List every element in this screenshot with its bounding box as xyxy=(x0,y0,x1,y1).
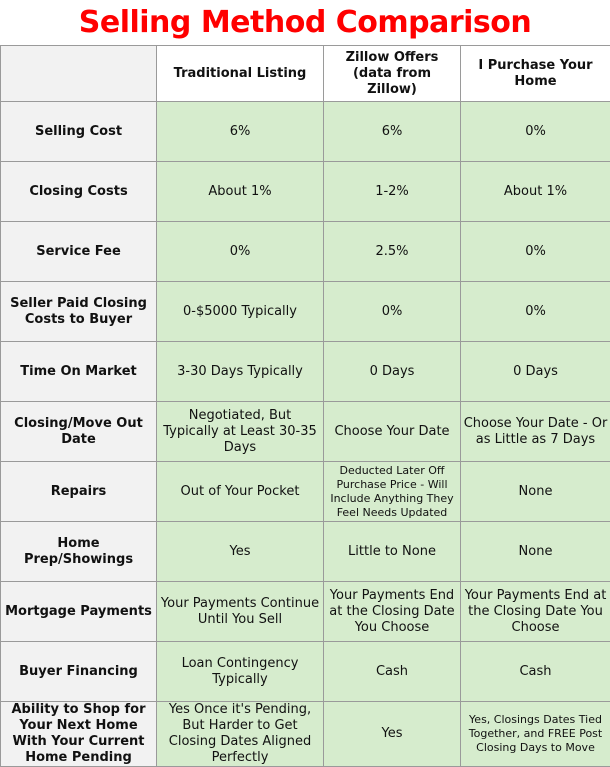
column-header-traditional: Traditional Listing xyxy=(157,46,324,102)
purchase-cell: 0% xyxy=(461,102,610,162)
traditional-cell: Negotiated, But Typically at Least 30-35 Days xyxy=(157,402,324,462)
zillow-cell: Cash xyxy=(324,642,461,702)
purchase-cell: Choose Your Date - Or as Little as 7 Days xyxy=(461,402,610,462)
column-header-purchase: I Purchase Your Home xyxy=(461,46,610,102)
column-header-zillow: Zillow Offers (data from Zillow) xyxy=(324,46,461,102)
table-row xyxy=(1,102,610,162)
zillow-cell: 6% xyxy=(324,102,461,162)
purchase-cell: 0% xyxy=(461,222,610,282)
comparison-table xyxy=(0,45,610,767)
row-label: Repairs xyxy=(1,462,157,522)
table-row xyxy=(1,222,610,282)
purchase-cell: 0 Days xyxy=(461,342,610,402)
page-title: Selling Method Comparison xyxy=(0,0,610,46)
row-label: Selling Cost xyxy=(1,102,157,162)
corner-cell xyxy=(1,46,157,102)
row-label: Ability to Shop for Your Next Home With Your Current Home Pending xyxy=(1,702,157,767)
purchase-cell: About 1% xyxy=(461,162,610,222)
table-row xyxy=(1,702,610,767)
purchase-cell: 0% xyxy=(461,282,610,342)
header-row xyxy=(1,46,610,102)
purchase-cell: None xyxy=(461,522,610,582)
table-row xyxy=(1,462,610,522)
table-row xyxy=(1,582,610,642)
zillow-cell: 1-2% xyxy=(324,162,461,222)
zillow-cell: Your Payments End at the Closing Date You Choose xyxy=(324,582,461,642)
row-label: Buyer Financing xyxy=(1,642,157,702)
traditional-cell: 0% xyxy=(157,222,324,282)
zillow-cell: 2.5% xyxy=(324,222,461,282)
table-row xyxy=(1,282,610,342)
traditional-cell: Yes xyxy=(157,522,324,582)
traditional-cell: About 1% xyxy=(157,162,324,222)
traditional-cell: Your Payments Continue Until You Sell xyxy=(157,582,324,642)
zillow-cell: Choose Your Date xyxy=(324,402,461,462)
traditional-cell: 0-$5000 Typically xyxy=(157,282,324,342)
row-label: Time On Market xyxy=(1,342,157,402)
traditional-cell: 3-30 Days Typically xyxy=(157,342,324,402)
traditional-cell: Out of Your Pocket xyxy=(157,462,324,522)
traditional-cell: Yes Once it's Pending, But Harder to Get Closing Dates Aligned Perfectly xyxy=(157,702,324,767)
table-row xyxy=(1,402,610,462)
zillow-cell: Little to None xyxy=(324,522,461,582)
row-label: Service Fee xyxy=(1,222,157,282)
traditional-cell: Loan Contingency Typically xyxy=(157,642,324,702)
row-label: Closing Costs xyxy=(1,162,157,222)
traditional-cell: 6% xyxy=(157,102,324,162)
row-label: Closing/Move Out Date xyxy=(1,402,157,462)
table-row xyxy=(1,162,610,222)
purchase-cell: None xyxy=(461,462,610,522)
purchase-cell: Your Payments End at the Closing Date You Choose xyxy=(461,582,610,642)
purchase-cell: Yes, Closings Dates Tied Together, and FREE Post Closing Days to Move xyxy=(461,702,610,767)
zillow-cell: Deducted Later Off Purchase Price - Will Include Anything They Feel Needs Updated xyxy=(324,462,461,522)
table-row xyxy=(1,522,610,582)
row-label: Home Prep/Showings xyxy=(1,522,157,582)
zillow-cell: Yes xyxy=(324,702,461,767)
row-label: Mortgage Payments xyxy=(1,582,157,642)
table-row xyxy=(1,342,610,402)
zillow-cell: 0% xyxy=(324,282,461,342)
purchase-cell: Cash xyxy=(461,642,610,702)
row-label: Seller Paid Closing Costs to Buyer xyxy=(1,282,157,342)
zillow-cell: 0 Days xyxy=(324,342,461,402)
table-row xyxy=(1,642,610,702)
